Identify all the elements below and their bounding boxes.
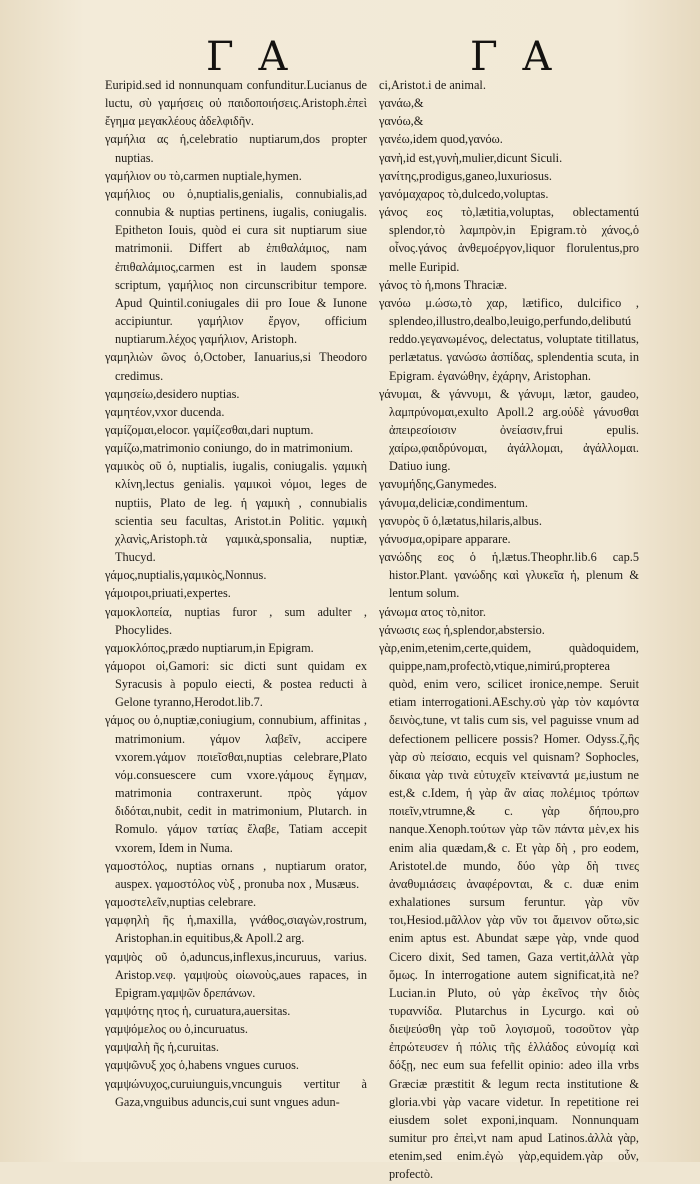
dictionary-entry: γάμοροι οἱ,Gamori: sic dicti sunt quidam ex Syracusis à populo eiecti, & postea reducti à Gelone tyranno,Herodot.lib.7.	[105, 659, 367, 710]
dictionary-entry: γαμήλια ας ἡ,celebratio nuptiarum,dos propter nuptias.	[105, 132, 367, 165]
continued-entry: Euripid.sed id nonnunquam confunditur.Lucianus de luctu, σὺ γαμήσεις οὐ παιδοποιήσεις.Aristoph.ἐπεὶ ἔγημα μεγακλέους ἀδελφιδῆν.	[105, 78, 367, 129]
dictionary-entry: γαμητέον,vxor ducenda.	[105, 404, 225, 419]
continued-entry: ci,Aristot.i de animal.	[379, 78, 486, 92]
dictionary-entry: γαμψόμελος ου ὁ,incuruatus.	[105, 1022, 248, 1037]
right-column	[379, 76, 639, 1182]
running-headers	[0, 34, 700, 80]
dictionary-entry: γανίτης,prodigus,ganeo,luxuriosus.	[379, 168, 552, 183]
dictionary-entry: γάνυμα,deliciæ,condimentum.	[379, 495, 528, 510]
dictionary-entry: γανόω μ.ώσω,τὸ χαρ, lætifico, dulcifico , splendeo,illustro,dealbo,leuigo,perfundo,delibutú reddo.γεγανωμένος, delectatus, voluptate titillatus, perlætatus. γανώσω ἀσπίδας, splendentia scuta, in Epigram. ἐγανώθην, ἐχάρην, Aristophan.	[379, 295, 639, 383]
dictionary-entry: γαμψαλὴ ῆς ἡ,curuitas.	[105, 1040, 219, 1055]
dictionary-entry: γαμησείω,desidero nuptias.	[105, 386, 240, 401]
dictionary-entry: γάμοιροι,priuati,expertes.	[105, 586, 231, 601]
dictionary-entry: γαμικὸς οῦ ὁ, nuptialis, iugalis, coniugalis. γαμικὴ κλίνη,lectus genialis. γαμικοὶ νόμοι, leges de nuptiis, Plato de leg. ἡ γαμικὴ , connubialis scientia seu facultas, Aristot.in Politic. γαμικὴ χλανὶς,Aristoph.τὰ γαμικὰ,sponsalia, nuptiæ, Thucyd.	[105, 459, 367, 565]
dictionary-entry: γαμήλιον ου τὸ,carmen nuptiale,hymen.	[105, 168, 302, 183]
dictionary-entry: γανυρὸς ῦ ὁ,lætatus,hilaris,albus.	[379, 513, 542, 528]
dictionary-entry: γάμος ου ὁ,nuptiæ,coniugium, connubium, affinitas , matrimonium. γάμον λαβεῖν, accipere vxorem.γάμον ποιεῖσθαι,nuptias celebrare,Plato νόμ.consuescere cum vxore.γάμους ἔγημαν, matrimonia contraxerunt. πρὸς γάμον διδόται,nubit, cedit in matrimonium, Plutarch. in Romulo. γάμον τατίας ἔλαβε, Tatiam accepit vxorem, Idem in Numa.	[105, 713, 367, 855]
dictionary-entry: γαμοστόλος, nuptias ornans , nuptiarum orator, auspex. γαμοστόλος νὺξ , pronuba nox , Musæus.	[105, 858, 367, 891]
dictionary-entry: γανώδης εος ὁ ἡ,lætus.Theophr.lib.6 cap.5 histor.Plant. γανώδης καὶ γλυκεῖα ἡ, plenum & lentum solum.	[379, 550, 639, 601]
dictionary-entry: γαμηλιὼν ῶνος ὁ,October, Ianuarius,si Theodoro credimus.	[105, 350, 367, 383]
dictionary-entry: γάνωμα ατος τὸ,nitor.	[379, 604, 486, 619]
dictionary-entry: γάνος εος τὸ,lætitia,voluptas, oblectamentú splendor,τὸ λαμπρὸν,in Epigram.τὸ χάνος,ὁ οἶνος.γάνος ἀνθεμοέργον,liquor florulentus,pro melle Euripid.	[379, 205, 639, 274]
dictionary-entry: γαμψῶνυξ χος ὁ,habens vngues curuos.	[105, 1058, 299, 1073]
dictionary-entry: γανυμήδης,Ganymedes.	[379, 477, 497, 492]
dictionary-entry: γανόω,&	[379, 114, 424, 129]
dictionary-entry: γανόμαχαρος τὸ,dulcedo,voluptas.	[379, 186, 549, 201]
dictionary-entry: γαμψότης ητος ἡ, curuatura,auersitas.	[105, 1003, 291, 1018]
dictionary-entry: γαμίζω,matrimonio coniungo, do in matrimonium.	[105, 441, 353, 456]
dictionary-entry: γαμψὸς οῦ ὁ,aduncus,inflexus,incuruus, varius. Aristop.νεφ. γαμψοὺς οἰωνοὺς,aues rapaces, in Epigram.γαμψῶν δρεπάνων.	[105, 949, 367, 1000]
dictionary-entry: γάνυσμα,opipare apparare.	[379, 531, 511, 546]
dictionary-entry: γαμήλιος ου ὁ,nuptialis,genialis, connubialis,ad connubia & nuptias pertinens, iugalis, coniugalis. Epitheton Iouis, quòd ei cura sit nuptiarum siue matrimonii. Differt ab ἐπιθαλάμιος, nam ἐπιθαλάμιος,carmen est in laudem sponsæ scriptum, γαμήλιος non circunscribitur tempore. Apud Quintil.coniugales dii pro Ioue & Iunone accipiuntur. γαμήλιον ἔργον, officium nuptiarum.λέχος γαμήλιον, Aristoph.	[105, 186, 367, 347]
dictionary-entry: γαμψώνυχος,curuiunguis,vncunguis vertitur à Gaza,vnguibus aduncis,cui sunt vngues adun-	[105, 1076, 367, 1109]
dictionary-entry: γάνυμαι, & γάννυμι, & γάνυμι, lætor, gaudeo, λαμπρύνομαι,exulto Apoll.2 arg.οὐδὲ γάνυσθαι ἀπειρεσίοισιν ὀνείασιν,frui epulis. χαίρω,φαιδρύνομαι, ἀγάλλομαι, ἀγάλλομαι. Datiuo iung.	[379, 386, 639, 474]
dictionary-entry: γαμοστελεῖν,nuptias celebrare.	[105, 895, 257, 910]
left-column	[105, 76, 367, 1136]
dictionary-entry: γανέω,idem quod,γανόω.	[379, 132, 503, 147]
dictionary-entry: γανάω,&	[379, 96, 424, 111]
dictionary-entry: γαμοκλοπεία, nuptias furor , sum adulter , Phocylides.	[105, 604, 367, 637]
dictionary-entry: γάμος,nuptialis,γαμικὸς,Nonnus.	[105, 568, 267, 583]
dictionary-entry: γάνωσις εως ἡ,splendor,abstersio.	[379, 622, 545, 637]
right-running-header: Γ Α	[470, 34, 558, 80]
left-running-header: Γ Α	[206, 34, 294, 80]
dictionary-entry: γάνος τὸ ἡ,mons Thraciæ.	[379, 277, 508, 292]
dictionary-entry: γανὴ,id est,γυνὴ,mulier,dicunt Siculi.	[379, 150, 563, 165]
dictionary-entry: γὰρ,enim,etenim,certe,quidem, quàdoquidem, quippe,nam,profectò,vtique,nimirú,propterea quòd, enim vero, scilicet ironice,nempe. Seruit etiam interrogationi.AEschy.σὺ γὰρ τὸν καμόντα δεινὸς,tune, vt talis cum sis, vel paguisse vnum ad defectionem pellicere possis? Homer. Odyss.ζ,ἢς γὰρ σὺ πείσαιο, ecquis vel quisnam? Sophocles, δίκαια γὰρ τινὰ εὐτυχεῖν κτείναντά με,iustum ne est,& c.Idem, ἡ γὰρ ἂν αἱας πολέμιος τρόπων ποιεῖν,vtrumne,& c. γὰρ δήπου,pro nanque.Xenoph.τούτων γὰρ τῶν πάντα μὲν,ex his enim alia quædam,& c. Et γὰρ δὴ , pro eodem, Aristotel.de mundo, δύο γὰρ δὴ τινες ἀναθυμιάσεις ἀναφέρονται, & c. duæ enim exhalationes sursum feruntur. γὰρ νῦν τοι,Hesiod.μᾶλλον γὰρ νῦν τοι ἄμεινον οὕτω,sic enim aptus est. Abundat sæpe γὰρ, vnde quod Cicero dixit, Sed tamen, Gaza vertit,ἀλλὰ γὰρ ὅμως. In interrogatione autem significat,ità ne?Lucian.in Pluto, οὐ γὰρ ἐκεῖνος τὴν διὸς τυραννίδα. Plutarchus in Lycurgo. καὶ οὐ διεψεύσθη γὰρ τοῦ λογισμοῦ, τοσοῦτον γὰρ ἐπρώτευσεν ἡ πόλις τῆς ἑλλάδος εὐνομίᾳ καὶ δόξῃ, nec eum sua fefellit opinio: adeo illa vrbs Græciæ præstitit & legum recta institutione & gloria.vbi γὰρ vacare videtur. In repetitione rei eiusdem solet exponi,inquam. Nonnunquam sumitur pro ἐπεὶ,vt nam apud Latinos.ἀλλὰ γὰρ, etenim,sed enim.ἐγὼ γὰρ,equidem.γὰρ οὖν, profectò.	[379, 640, 639, 1182]
dictionary-entry: γαμοκλόπος,prædo nuptiarum,in Epigram.	[105, 640, 314, 655]
dictionary-entry: γαμφηλὴ ῆς ἡ,maxilla, γνάθος,σιαγὼν,rostrum, Aristophan.in equitibus,& Apoll.2 arg.	[105, 913, 367, 946]
dictionary-entry: γαμίζομαι,elocor. γαμίζεσθαι,dari nuptum.	[105, 422, 314, 437]
